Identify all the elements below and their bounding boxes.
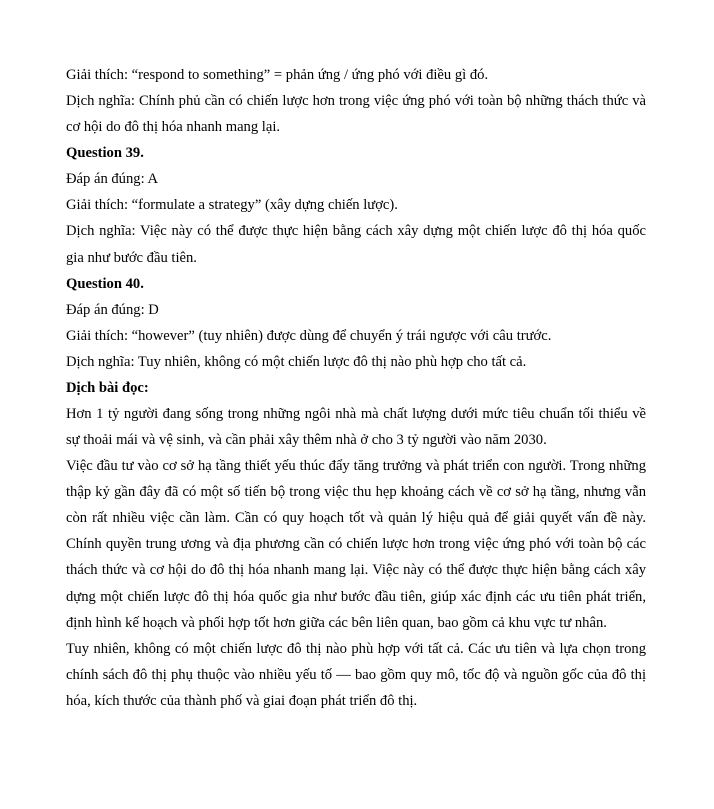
reading-translation-heading: Dịch bài đọc: bbox=[66, 379, 149, 396]
q39-explanation: Giải thích: “formulate a strategy” (xây dựng chiến lược). bbox=[66, 197, 398, 214]
q40-explanation: Giải thích: “however” (tuy nhiên) được dùng để chuyển ý trái ngược với câu trước. bbox=[66, 327, 552, 344]
reading-paragraph-2: Việc đầu tư vào cơ sở hạ tầng thiết yếu thúc đẩy tăng trưởng và phát triển con người. Trong những thập kỷ gần đây đã có một số tiến bộ trong việc thu hẹp khoảng cách về cơ sở hạ tầng, nhưng vẫn còn rất nhiều việc cần làm. Cần có quy hoạch tốt và quản lý hiệu quả để giải quyết vấn đề này. Chính quyền trung ương và địa phương cần có chiến lược hơn trong việc ứng phó với toàn bộ các thách thức và cơ hội do đô thị hóa nhanh mang lại. Việc này có thể được thực hiện bằng cách xây dựng một chiến lược đô thị hóa quốc gia như bước đầu tiên, giúp xác định các ưu tiên phát triển, định hình kế hoạch và phối hợp tốt hơn giữa các bên liên quan, bao gồm cả khu vực tư nhân. bbox=[66, 458, 646, 631]
q39-heading: Question 39. bbox=[66, 145, 144, 162]
reading-paragraph-3: Tuy nhiên, không có một chiến lược đô thị nào phù hợp với tất cả. Các ưu tiên và lựa chọn trong chính sách đô thị phụ thuộc vào nhiều yếu tố — bao gồm quy mô, tốc độ và nguồn gốc của đô thị hóa, kích thước của thành phố và giai đoạn phát triển đô thị. bbox=[66, 640, 646, 709]
reading-paragraph-1: Hơn 1 tỷ người đang sống trong những ngôi nhà mà chất lượng dưới mức tiêu chuẩn tối thiểu về sự thoải mái và vệ sinh, và cần phải xây thêm nhà ở cho 3 tỷ người vào năm 2030. bbox=[66, 406, 646, 449]
q38-translation: Dịch nghĩa: Chính phủ cần có chiến lược hơn trong việc ứng phó với toàn bộ những thách thức và cơ hội do đô thị hóa nhanh mang lại. bbox=[66, 93, 646, 136]
q40-heading: Question 40. bbox=[66, 275, 144, 292]
q40-answer: Đáp án đúng: D bbox=[66, 301, 159, 318]
q40-translation: Dịch nghĩa: Tuy nhiên, không có một chiến lược đô thị nào phù hợp cho tất cả. bbox=[66, 353, 527, 370]
q39-translation: Dịch nghĩa: Việc này có thể được thực hiện bằng cách xây dựng một chiến lược đô thị hóa quốc gia như bước đầu tiên. bbox=[66, 223, 646, 266]
document-page bbox=[66, 62, 646, 714]
q38-explanation: Giải thích: “respond to something” = phản ứng / ứng phó với điều gì đó. bbox=[66, 67, 489, 83]
q39-answer: Đáp án đúng: A bbox=[66, 171, 159, 188]
